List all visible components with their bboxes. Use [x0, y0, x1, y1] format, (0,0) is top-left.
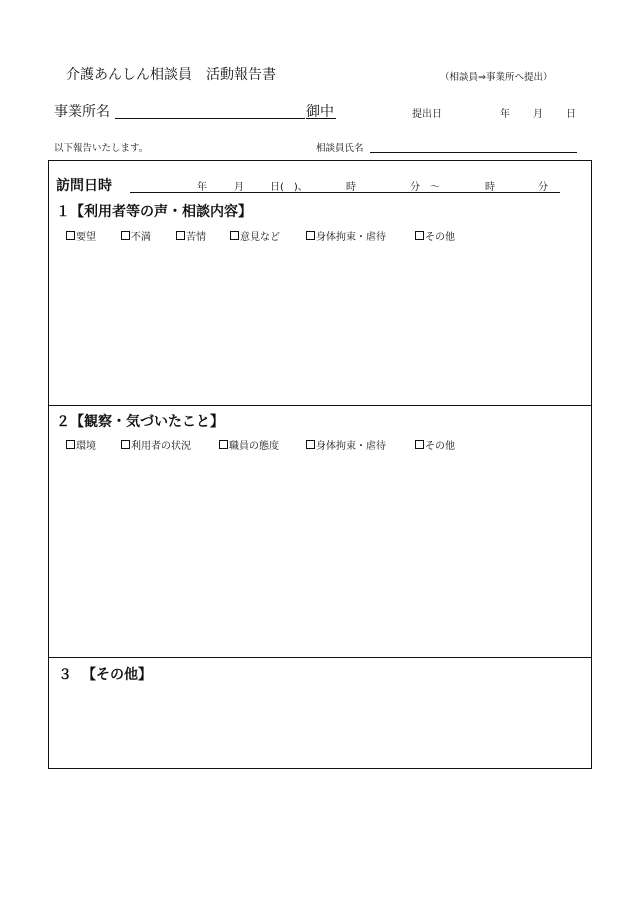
visit-end-hour-label: 時: [485, 182, 495, 193]
office-name-suffix: 御中: [306, 104, 334, 120]
section-divider-2: [48, 657, 592, 658]
checkbox-icon[interactable]: [306, 231, 315, 240]
submit-year-label: 年: [500, 109, 510, 120]
submit-day-label: 日: [566, 109, 576, 120]
office-name-label: 事業所名: [54, 104, 110, 120]
section2-option-staff-attitude[interactable]: 職員の態度: [219, 437, 279, 452]
checkbox-icon[interactable]: [415, 440, 424, 449]
routing-note: （相談員⇒事業所へ提出）: [440, 72, 553, 83]
section3-number: ３: [58, 667, 72, 683]
section1-entry-area[interactable]: [52, 246, 588, 401]
checkbox-icon[interactable]: [66, 231, 75, 240]
checkbox-icon[interactable]: [121, 231, 130, 240]
checkbox-icon[interactable]: [121, 440, 130, 449]
section2-entry-area[interactable]: [52, 455, 588, 653]
section2-title: ２【観察・気づいたこと】: [56, 414, 224, 430]
checkbox-icon[interactable]: [176, 231, 185, 240]
section-divider-1: [48, 405, 592, 406]
visit-datetime-label: 訪問日時: [56, 178, 112, 194]
visit-month-label: 月: [234, 182, 244, 193]
section2-option-user-condition[interactable]: 利用者の状況: [121, 437, 191, 452]
section1-option-dissatisfaction[interactable]: 不満: [121, 228, 151, 243]
section1-title: １【利用者等の声・相談内容】: [56, 204, 252, 220]
counselor-name-field[interactable]: [370, 152, 577, 153]
checkbox-icon[interactable]: [66, 440, 75, 449]
visit-year-label: 年: [197, 182, 207, 193]
submit-date-label: 提出日: [412, 109, 442, 120]
checkbox-icon[interactable]: [230, 231, 239, 240]
office-name-suffix-underline: [306, 118, 336, 119]
checkbox-icon[interactable]: [306, 440, 315, 449]
section1-option-opinion[interactable]: 意見など: [230, 228, 280, 243]
visit-datetime-field[interactable]: [130, 192, 560, 193]
visit-day-weekday-label: 日( )、: [270, 182, 308, 193]
submit-month-label: 月: [533, 109, 543, 120]
visit-start-minute-label: 分 ～: [410, 182, 440, 193]
checkbox-icon[interactable]: [219, 440, 228, 449]
section2-option-environment[interactable]: 環境: [66, 437, 96, 452]
section1-option-request[interactable]: 要望: [66, 228, 96, 243]
office-name-field[interactable]: [115, 118, 305, 119]
section1-option-other[interactable]: その他: [415, 228, 455, 243]
section2-option-other[interactable]: その他: [415, 437, 455, 452]
report-statement: 以下報告いたします。: [54, 143, 149, 154]
visit-end-minute-label: 分: [538, 182, 548, 193]
form-title: 介護あんしん相談員 活動報告書: [66, 67, 276, 83]
counselor-name-label: 相談員氏名: [316, 143, 364, 154]
checkbox-icon[interactable]: [415, 231, 424, 240]
section3-entry-area[interactable]: [52, 686, 588, 764]
visit-start-hour-label: 時: [346, 182, 356, 193]
section1-option-restraint-abuse[interactable]: 身体拘束・虐待: [306, 228, 386, 243]
section3-title: 【その他】: [82, 667, 152, 683]
section1-option-complaint[interactable]: 苦情: [176, 228, 206, 243]
section2-option-restraint-abuse[interactable]: 身体拘束・虐待: [306, 437, 386, 452]
